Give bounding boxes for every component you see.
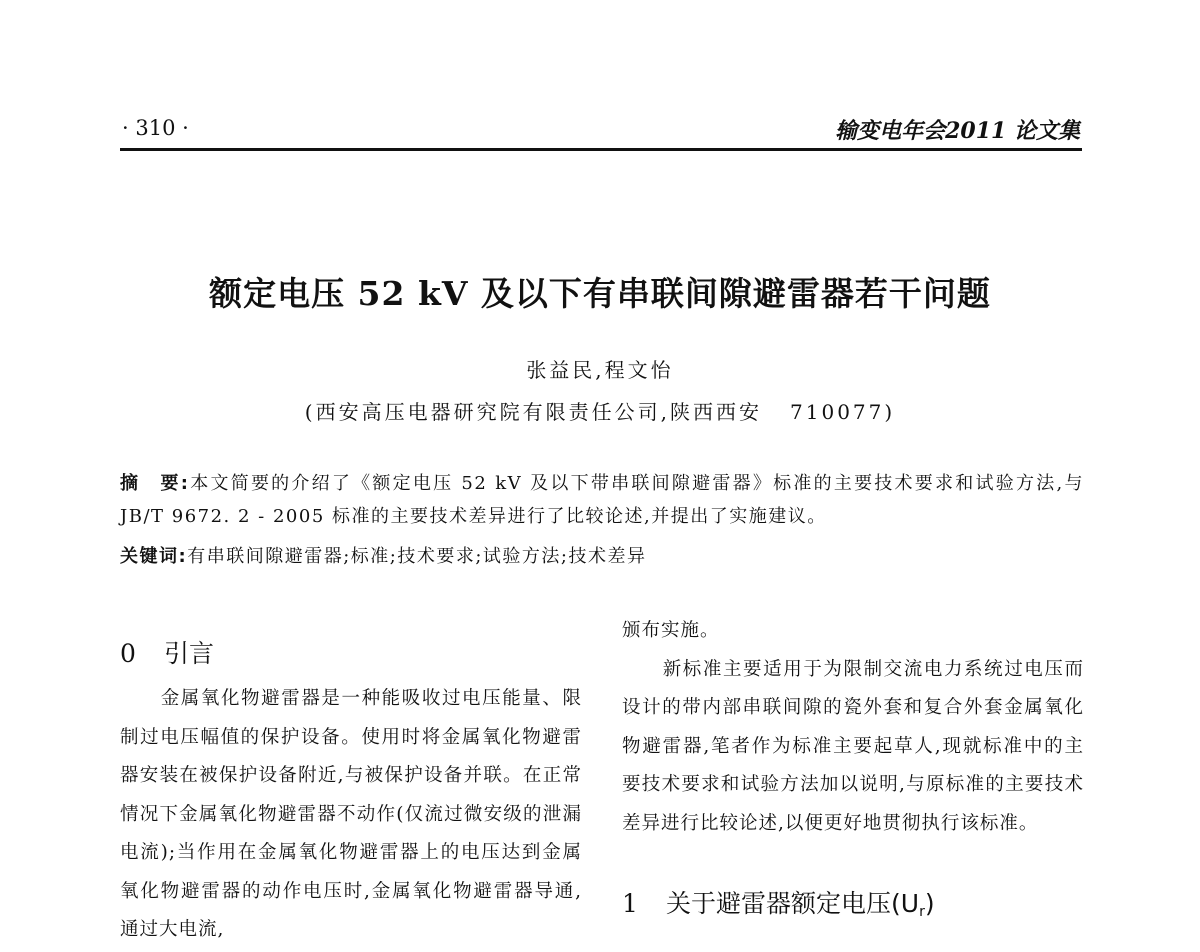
left-column: [120, 680, 582, 950]
keywords-label: 关键词:: [120, 546, 188, 567]
section-1-title: 关于避雷器额定电压(U: [666, 889, 920, 918]
paper-affiliation: (西安高压电器研究院有限责任公司,陕西西安 710077): [304, 400, 896, 424]
proceedings-title: 输变电年会2011 论文集: [835, 118, 1080, 144]
keywords: [120, 542, 1084, 568]
section-0-heading: [120, 634, 214, 670]
abstract-text: 本文简要的介绍了《额定电压 52 kV 及以下带串联间隙避雷器》标准的主要技术要求和试验方法,与 JB/T 9672. 2 - 2005 标准的主要技术差异进行了比较论述,并提出了实施建议。: [120, 473, 1084, 527]
right-column-paragraph: 新标准主要适用于为限制交流电力系统过电压而设计的带内部串联间隙的瓷外套和复合外套金属氧化物避雷器,笔者作为标准主要起草人,现就标准中的主要技术要求和试验方法加以说明,与原标准的主要技术差异进行比较论述,以便更好地贯彻执行该标准。: [622, 658, 1084, 834]
abstract: [120, 467, 1084, 533]
header-rule: [120, 148, 1082, 151]
section-0-paragraph: 金属氧化物避雷器是一种能吸收过电压能量、限制过电压幅值的保护设备。使用时将金属氧化物避雷器安装在被保护设备附近,与被保护设备并联。在正常情况下金属氧化物避雷器不动作(仅流过微安级的泄漏电流);当作用在金属氧化物避雷器上的电压达到金属氧化物避雷器的动作电压时,金属氧化物避雷器导通,通过大电流,: [120, 688, 582, 940]
section-1-subscript: r: [919, 904, 925, 920]
section-0-number: 0: [120, 639, 136, 668]
paper-authors: 张益民,程文怡: [526, 358, 674, 382]
section-0-title: 引言: [164, 639, 215, 668]
abstract-label: 摘 要:: [120, 473, 190, 494]
page-number: · 310 ·: [122, 116, 189, 140]
section-1-heading: [622, 884, 935, 920]
section-1-number: 1: [622, 889, 638, 918]
right-column: [622, 612, 1084, 843]
keywords-text: 有串联间隙避雷器;标准;技术要求;试验方法;技术差异: [187, 546, 647, 567]
right-column-continuation: 颁布实施。: [622, 620, 720, 641]
paper-title: 额定电压 52 kV 及以下有串联间隙避雷器若干问题: [209, 274, 991, 313]
section-1-close: ): [924, 889, 935, 918]
